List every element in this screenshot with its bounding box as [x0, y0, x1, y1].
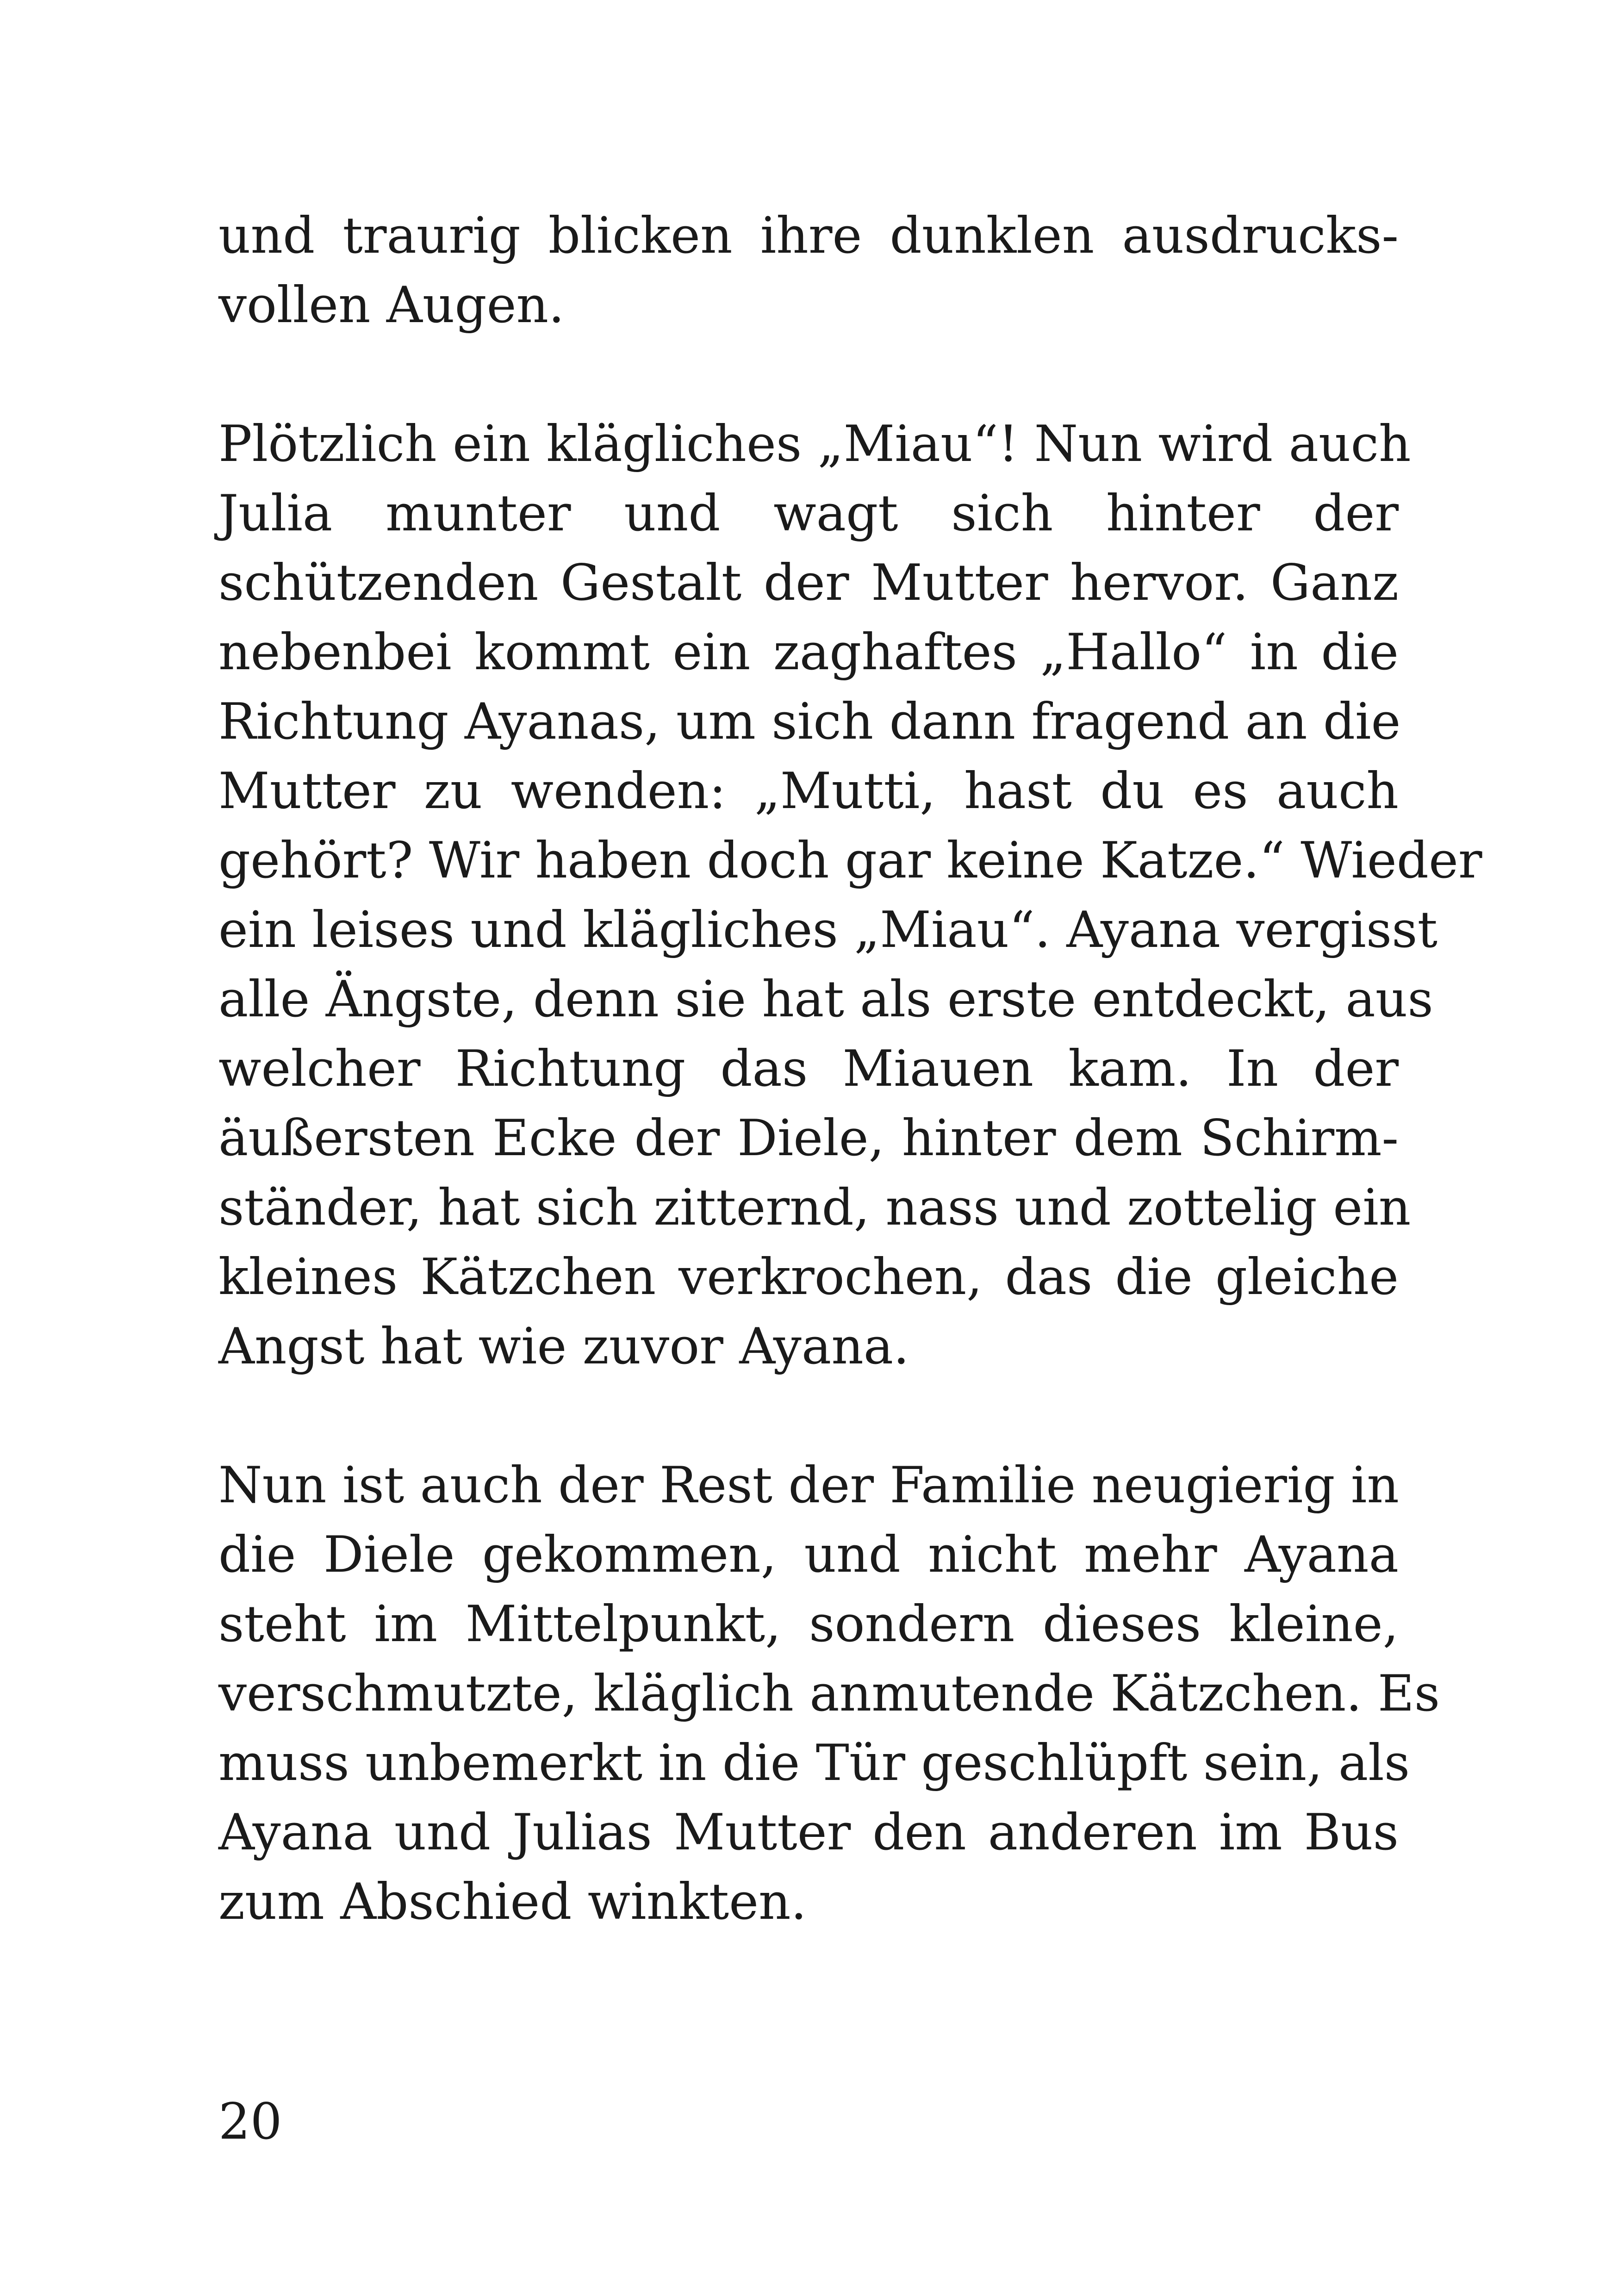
- text-line: vollen Augen.: [218, 276, 565, 334]
- text-line: gehört? Wir haben doch gar keine Katze.“ Wieder: [218, 832, 1482, 890]
- text-line: welcher Richtung das Miauen kam. In der: [218, 1040, 1399, 1098]
- page-number: 20: [218, 2093, 282, 2151]
- text-line: muss unbemerkt in die Tür geschlüpft sein, als: [218, 1734, 1410, 1792]
- text-line: verschmutzte, kläglich anmutende Kätzchen. Es: [218, 1665, 1440, 1723]
- text-line: Ayana und Julias Mutter den anderen im Bus: [218, 1804, 1399, 1861]
- text-line: kleines Kätzchen verkrochen, das die gleiche: [218, 1248, 1399, 1306]
- text-line: Plötzlich ein klägliches „Miau“! Nun wird auch: [218, 415, 1411, 473]
- paragraph-1: [218, 201, 1399, 340]
- paragraph-3: [218, 1451, 1440, 1937]
- text-line: ständer, hat sich zitternd, nass und zottelig ein: [218, 1179, 1411, 1237]
- text-line: Angst hat wie zuvor Ayana.: [218, 1318, 909, 1375]
- text-line: äußersten Ecke der Diele, hinter dem Schirm-: [218, 1109, 1399, 1167]
- text-line: die Diele gekommen, und nicht mehr Ayana: [218, 1526, 1399, 1584]
- text-line: alle Ängste, denn sie hat als erste entdeckt, aus: [218, 971, 1433, 1028]
- text-line: steht im Mittelpunkt, sondern dieses kleine,: [218, 1595, 1399, 1653]
- text-line: und traurig blicken ihre dunklen ausdrucks-: [218, 207, 1399, 265]
- paragraph-2: [218, 410, 1482, 1381]
- text-line: Mutter zu wenden: „Mutti, hast du es auch: [218, 762, 1399, 820]
- text-line: ein leises und klägliches „Miau“. Ayana vergisst: [218, 901, 1438, 959]
- text-line: schützenden Gestalt der Mutter hervor. Ganz: [218, 554, 1399, 612]
- text-line: Nun ist auch der Rest der Familie neugierig in: [218, 1456, 1399, 1514]
- text-line: Richtung Ayanas, um sich dann fragend an die: [218, 693, 1401, 751]
- text-line: nebenbei kommt ein zaghaftes „Hallo“ in die: [218, 623, 1399, 681]
- text-line: Julia munter und wagt sich hinter der: [218, 485, 1399, 542]
- text-line: zum Abschied winkten.: [218, 1873, 807, 1931]
